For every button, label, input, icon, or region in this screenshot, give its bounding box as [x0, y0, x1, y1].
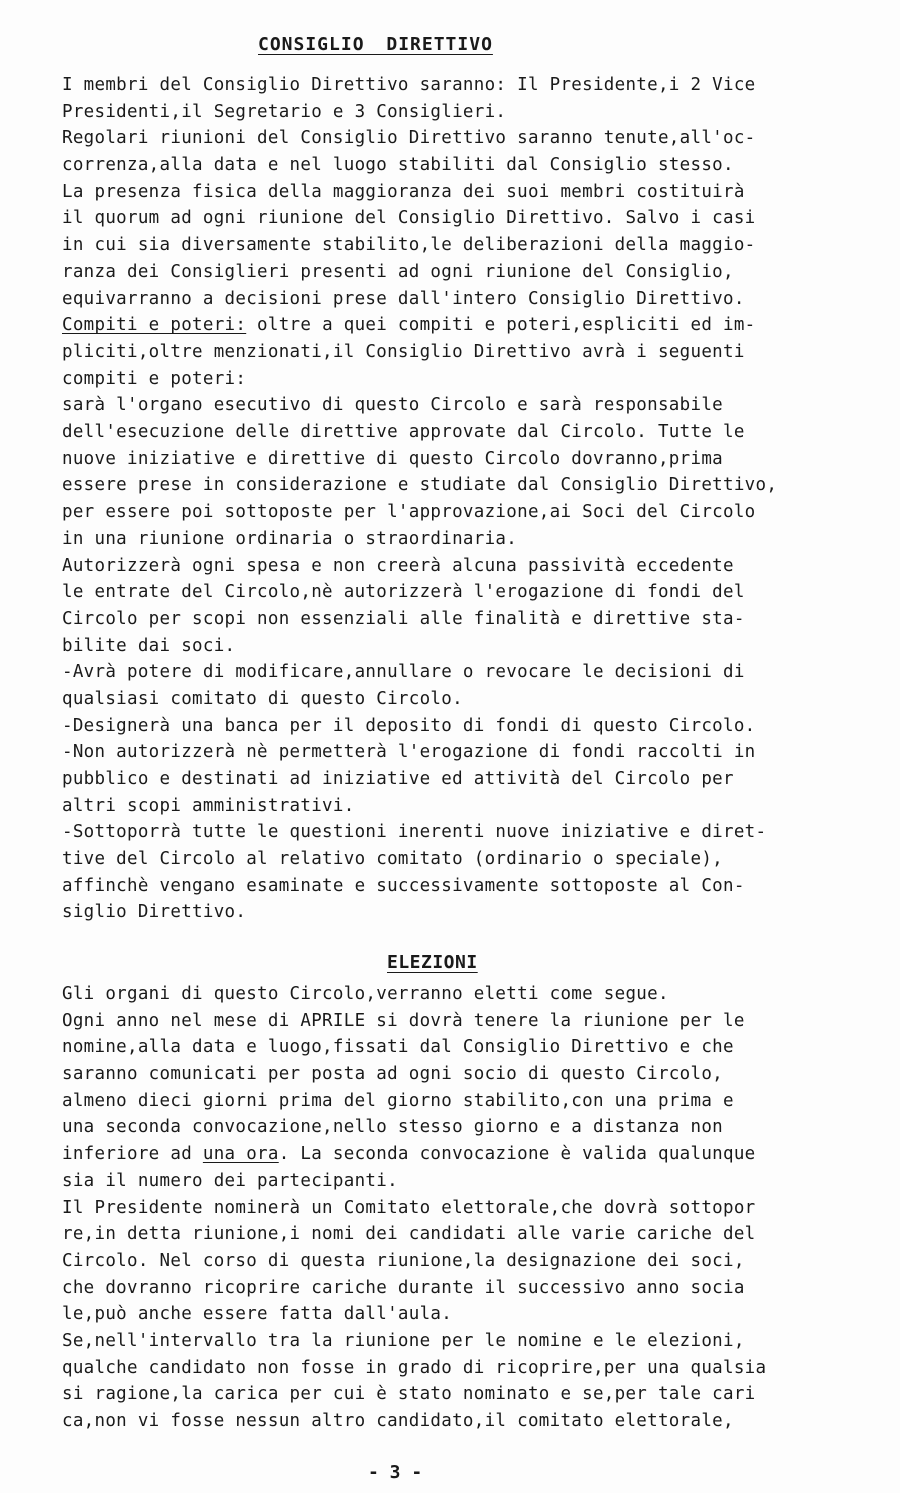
text-line: in una riunione ordinaria o straordinaria. [62, 528, 518, 549]
text-line-poteri [62, 312, 862, 339]
text-line: pliciti,oltre menzionati,il Consiglio Direttivo avrà i seguenti [62, 342, 745, 362]
text-line: in cui sia diversamente stabilito,le deliberazioni della maggio- [62, 235, 756, 256]
text-line: Circolo. Nel corso di questa riunione,la designazione dei soci, [62, 1250, 745, 1271]
paragraph-compiti [62, 339, 862, 926]
text-line: saranno comunicati per posta ad ogni socio di questo Circolo, [62, 1064, 723, 1085]
text-line: le entrate del Circolo,nè autorizzerà l'erogazione di fondi del [62, 582, 745, 603]
text-line: essere prese in considerazione e studiate dal Consiglio Direttivo, [62, 475, 778, 496]
text-line: almeno dieci giorni prima del giorno stabilito,con una prima e [62, 1090, 734, 1111]
text-line: Ogni anno nel mese di APRILE si dovrà tenere la riunione per le [62, 1010, 745, 1031]
page-title: CONSIGLIO DIRETTIVO [258, 34, 493, 55]
text-line: nomine,alla data e luogo,fissati dal Consiglio Direttivo e che [62, 1037, 734, 1058]
poteri-rest: oltre a quei compiti e poteri,espliciti ed im- [246, 315, 756, 336]
ora-suffix: . La seconda convocazione è valida qualunque [278, 1144, 756, 1165]
section-heading-elezioni: ELEZIONI [387, 952, 478, 973]
text-line: altri scopi amministrativi. [62, 795, 355, 816]
text-line: Gli organi di questo Circolo,verranno eletti come segue. [62, 984, 669, 1004]
text-line: -Sottoporrà tutte le questioni inerenti nuove iniziative e diret- [62, 822, 767, 843]
text-line: ca,non vi fosse nessun altro candidato,il comitato elettorale, [62, 1411, 734, 1431]
text-line: per essere poi sottoposte per l'approvazione,ai Soci del Circolo [62, 502, 756, 523]
text-line: Il Presidente nominerà un Comitato elettorale,che dovrà sottopor [62, 1197, 756, 1218]
text-line: dell'esecuzione delle direttive approvate dal Circolo. Tutte le [62, 422, 745, 443]
text-line: I membri del Consiglio Direttivo saranno: Il Presidente,i 2 Vice [62, 75, 756, 95]
text-line: correnza,alla data e nel luogo stabiliti dal Consiglio stesso. [62, 155, 734, 176]
text-line: Regolari riunioni del Consiglio Direttivo saranno tenute,all'oc- [62, 128, 756, 149]
text-line: Se,nell'intervallo tra la riunione per le nomine e le elezioni, [62, 1330, 745, 1351]
text-line: sia il numero dei partecipanti. [62, 1170, 398, 1191]
text-line: La presenza fisica della maggioranza dei suoi membri costituirà [62, 181, 745, 202]
ora-prefix: inferiore ad [62, 1144, 203, 1165]
text-line: qualche candidato non fosse in grado di ricoprire,per una qualsia [62, 1357, 767, 1378]
text-line: Circolo per scopi non essenziali alle finalità e direttive sta- [62, 608, 745, 629]
text-line: che dovranno ricoprire cariche durante il successivo anno socia [62, 1277, 745, 1298]
text-line: sarà l'organo esecutivo di questo Circolo e sarà responsabile [62, 395, 723, 416]
text-line: Autorizzerà ogni spesa e non creerà alcuna passività eccedente [62, 555, 734, 576]
text-line: qualsiasi comitato di questo Circolo. [62, 688, 463, 709]
text-line: ranza dei Consiglieri presenti ad ogni riunione del Consiglio, [62, 261, 734, 282]
text-line: una seconda convocazione,nello stesso giorno e a distanza non [62, 1117, 723, 1138]
text-line: compiti e poteri: [62, 368, 247, 389]
paragraph-membri [62, 72, 862, 339]
page-number: - 3 - [368, 1462, 423, 1483]
text-line: il quorum ad ogni riunione del Consiglio Direttivo. Salvo i casi [62, 208, 756, 229]
text-line: pubblico e destinati ad iniziative ed attività del Circolo per [62, 769, 734, 789]
text-line: -Non autorizzerà nè permetterà l'erogazione di fondi raccolti in [62, 742, 756, 763]
text-line: -Avrà potere di modificare,annullare o revocare le decisioni di [62, 662, 745, 683]
text-line: le,può anche essere fatta dall'aula. [62, 1304, 453, 1325]
text-line: re,in detta riunione,i nomi dei candidati alle varie cariche del [62, 1224, 756, 1245]
text-line: Presidenti,il Segretario e 3 Consiglieri. [62, 101, 507, 122]
text-line: bilite dai soci. [62, 635, 236, 656]
paragraph-elezioni [62, 981, 862, 1435]
text-line: equivarranno a decisioni prese dall'intero Consiglio Direttivo. [62, 288, 745, 309]
text-line: tive del Circolo al relativo comitato (ordinario o speciale), [62, 849, 723, 870]
text-line: -Designerà una banca per il deposito di fondi di questo Circolo. [62, 715, 756, 736]
poteri-label: Compiti e poteri: [62, 315, 247, 336]
text-line-ora [62, 1141, 862, 1168]
text-line: nuove iniziative e direttive di questo Circolo dovranno,prima [62, 448, 723, 469]
text-line: siglio Direttivo. [62, 902, 247, 923]
text-line: si ragione,la carica per cui è stato nominato e se,per tale cari [62, 1384, 756, 1405]
ora-underlined: una ora [202, 1144, 279, 1165]
text-line: affinchè vengano esaminate e successivamente sottoposte al Con- [62, 875, 745, 896]
